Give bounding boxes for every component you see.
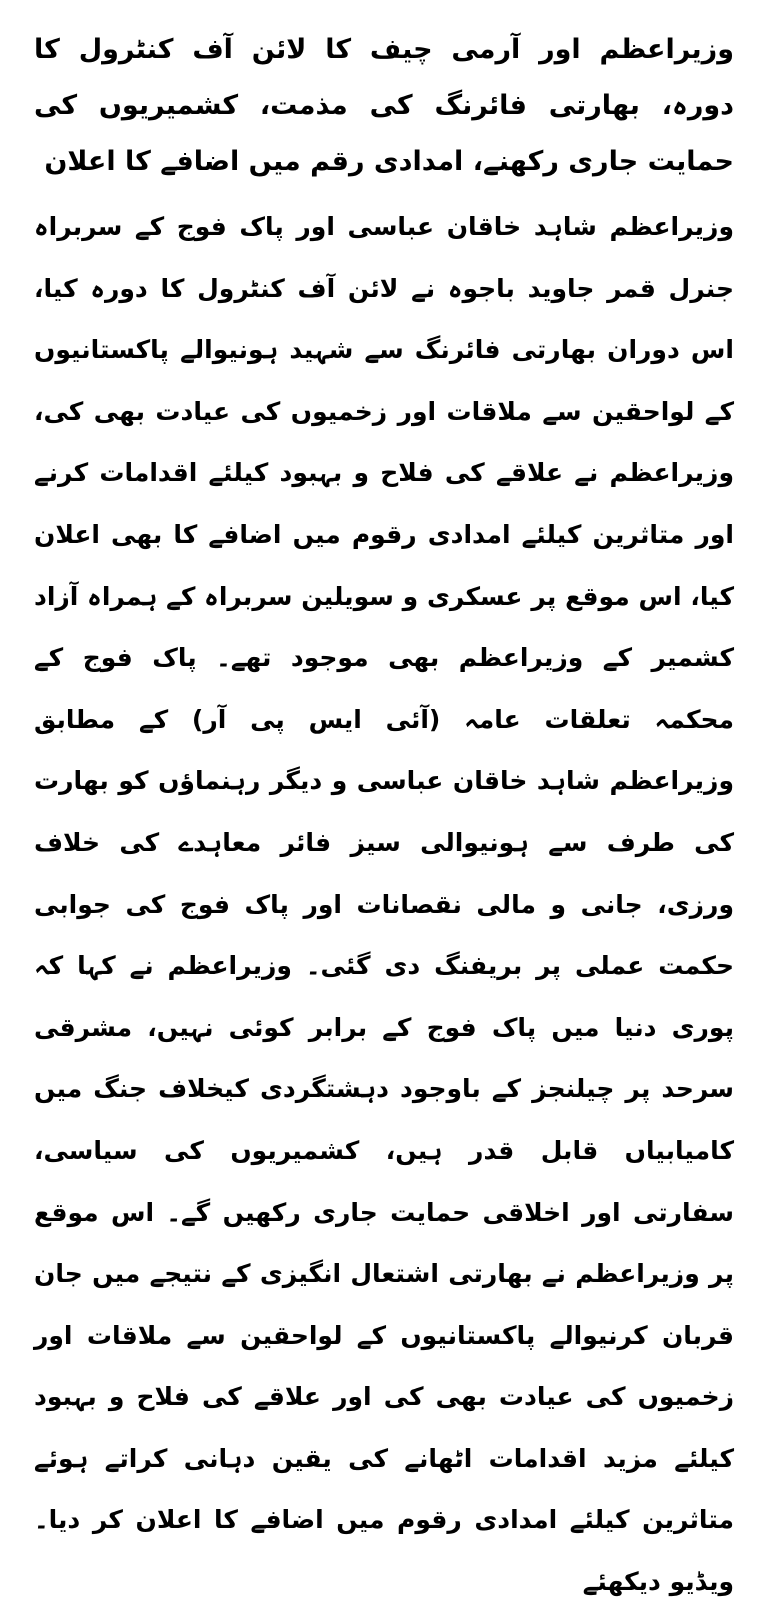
- article-headline: وزیراعظم اور آرمی چیف کا لائن آف کنٹرول کا دورہ، بھارتی فائرنگ کی مذمت، کشمیریوں کی حمایت جاری رکھنے، امدادی رقم میں اضافے کا اعلان: [34, 34, 734, 177]
- article-body: وزیراعظم شاہد خاقان عباسی اور پاک فوج کے سربراہ جنرل قمر جاوید باجوہ نے لائن آف کنٹرول کا دورہ کیا، اس دوران بھارتی فائرنگ سے شہید ہونیوالے پاکستانیوں کے لواحقین سے ملاقات اور زخمیوں کی عیادت بھی کی، وزیراعظم نے علاقے کی فلاح و بہبود کیلئے اقدامات کرنے اور متاثرین کیلئے امدادی رقوم میں اضافے کا بھی اعلان کیا، اس موقع پر عسکری و سویلین سربراہ کے ہمراہ آزاد کشمیر کے وزیراعظم بھی موجود تھے۔ پاک فوج کے محکمہ تعلقات عامہ (آئی ایس پی آر) کے مطابق وزیراعظم شاہد خاقان عباسی و دیگر رہنماؤں کو بھارت کی طرف سے ہونیوالی سیز فائر معاہدے کی خلاف ورزی، جانی و مالی نقصانات اور پاک فوج کی جوابی حکمت عملی پر بریفنگ دی گئی۔ وزیراعظم نے کہا کہ پوری دنیا میں پاک فوج کے برابر کوئی نہیں، مشرقی سرحد پر چیلنجز کے باوجود دہشتگردی کیخلاف جنگ میں کامیابیاں قابل قدر ہیں، کشمیریوں کی سیاسی، سفارتی اور اخلاقی حمایت جاری رکھیں گے۔ اس موقع پر وزیراعظم نے بھارتی اشتعال انگیزی کے نتیجے میں جان قربان کرنیوالے پاکستانیوں کے لواحقین سے ملاقات اور زخمیوں کی عیادت بھی کی اور علاقے کی فلاح و بہبود کیلئے مزید اقدامات اٹھانے کی یقین دہانی کراتے ہوئے متاثرین کیلئے امدادی رقوم میں اضافے کا اعلان کر دیا۔ ویڈیو دیکھئے: [34, 212, 734, 1597]
